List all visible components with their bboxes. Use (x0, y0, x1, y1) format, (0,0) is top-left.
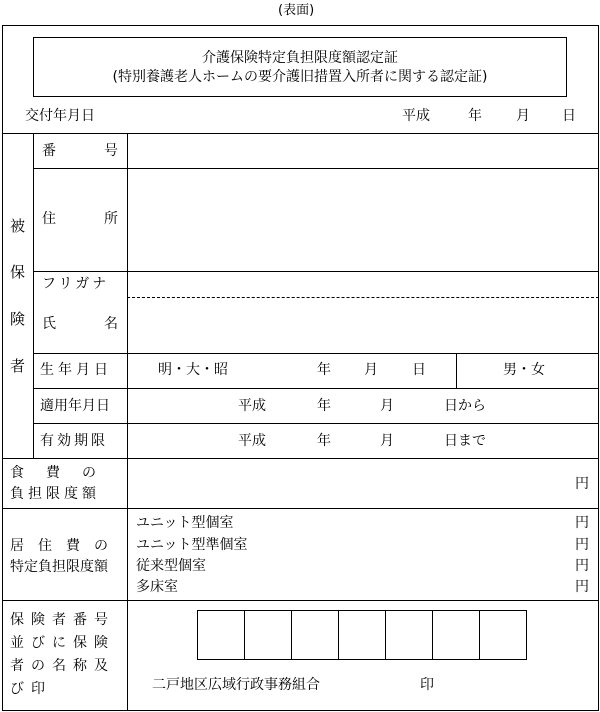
rule-number-bottom (33, 168, 599, 169)
title-box (33, 37, 567, 97)
rule-lower-col (127, 458, 128, 711)
insured-char-1: 被 (10, 217, 26, 235)
birth-day: 日 (412, 362, 426, 378)
rule-address-bottom (33, 271, 599, 272)
number-label-b: 号 (104, 143, 118, 159)
rule-name-bottom (33, 353, 599, 354)
apply-year: 年 (317, 398, 331, 414)
rule-insured-col1 (33, 133, 34, 458)
rule-furigana-dash (127, 297, 599, 298)
title-line1: 介護保険特定負担限度額認定証 (202, 50, 398, 66)
insurer-seal: 印 (420, 677, 434, 693)
insurer-label-line4: び印 (10, 681, 52, 697)
rule-insured-top (2, 133, 599, 134)
apply-month: 月 (380, 398, 394, 414)
insurer-number-box-4[interactable] (338, 610, 386, 660)
insurer-label-line2: 並びに保険 (10, 635, 115, 651)
issue-date-label: 交付年月日 (25, 108, 95, 124)
housing-item-2: ユニット型準個室 (136, 537, 248, 553)
apply-day: 日から (444, 398, 486, 414)
valid-label: 有効期限 (40, 433, 108, 449)
title-line2: (特別養護老人ホームの要介護旧措置入所者に関する認定証) (112, 69, 488, 85)
name-label-b: 名 (104, 316, 118, 332)
valid-year: 年 (317, 433, 331, 449)
rule-apply-bottom (33, 423, 599, 424)
insurer-label-line3: 者の名称及 (10, 658, 115, 674)
insured-char-3: 険 (10, 310, 26, 328)
housing-item-4: 多床室 (136, 579, 178, 595)
housing-yen-4: 円 (575, 579, 589, 595)
issue-era: 平成 (402, 108, 430, 124)
rule-food-bottom (2, 508, 599, 509)
rule-insured-col2 (127, 133, 128, 458)
insurer-name: 二戸地区広域行政事務組合 (152, 677, 320, 693)
insurer-number-box-6[interactable] (432, 610, 480, 660)
housing-yen-3: 円 (575, 558, 589, 574)
rule-birth-bottom (33, 388, 599, 389)
insurer-number-box-2[interactable] (244, 610, 292, 660)
insurer-number-box-7[interactable] (479, 610, 527, 660)
apply-era: 平成 (238, 398, 266, 414)
valid-month: 月 (380, 433, 394, 449)
furigana-label: フリガナ (42, 276, 110, 292)
birth-eras: 明・大・昭 (158, 362, 228, 378)
insured-char-4: 者 (10, 357, 26, 375)
birth-year: 年 (317, 362, 331, 378)
name-label-a: 氏 (42, 316, 56, 332)
housing-yen-1: 円 (575, 515, 589, 531)
address-label-a: 住 (42, 211, 56, 227)
number-label-a: 番 (42, 143, 56, 159)
housing-label-line1: 居 住 費 の (10, 538, 108, 554)
housing-item-3: 従来型個室 (136, 558, 206, 574)
housing-label-line2: 特定負担限度額 (10, 559, 108, 575)
rule-housing-bottom (2, 600, 599, 601)
food-yen: 円 (575, 476, 589, 492)
side-label: (表面) (278, 3, 315, 18)
rule-insured-bottom (2, 458, 599, 459)
housing-item-1: ユニット型個室 (136, 515, 234, 531)
food-label-line1: 食 費 の (10, 465, 100, 481)
insurer-number-box-5[interactable] (385, 610, 433, 660)
issue-month: 月 (516, 108, 530, 124)
insurer-number-box-1[interactable] (197, 610, 245, 660)
rule-sex-divider (456, 353, 457, 388)
insurer-number-box-3[interactable] (291, 610, 339, 660)
valid-day: 日まで (444, 433, 486, 449)
birth-label: 生年月日 (40, 362, 112, 378)
insured-char-2: 保 (10, 263, 26, 281)
apply-label: 適用年月日 (40, 398, 110, 414)
housing-yen-2: 円 (575, 537, 589, 553)
sex-options: 男・女 (503, 362, 545, 378)
valid-era: 平成 (238, 433, 266, 449)
birth-month: 月 (364, 362, 378, 378)
issue-day: 日 (562, 108, 576, 124)
issue-year: 年 (468, 108, 482, 124)
food-label-line2: 負担限度額 (10, 486, 100, 502)
address-label-b: 所 (104, 211, 118, 227)
insurer-label-line1: 保険者番号 (10, 612, 115, 628)
